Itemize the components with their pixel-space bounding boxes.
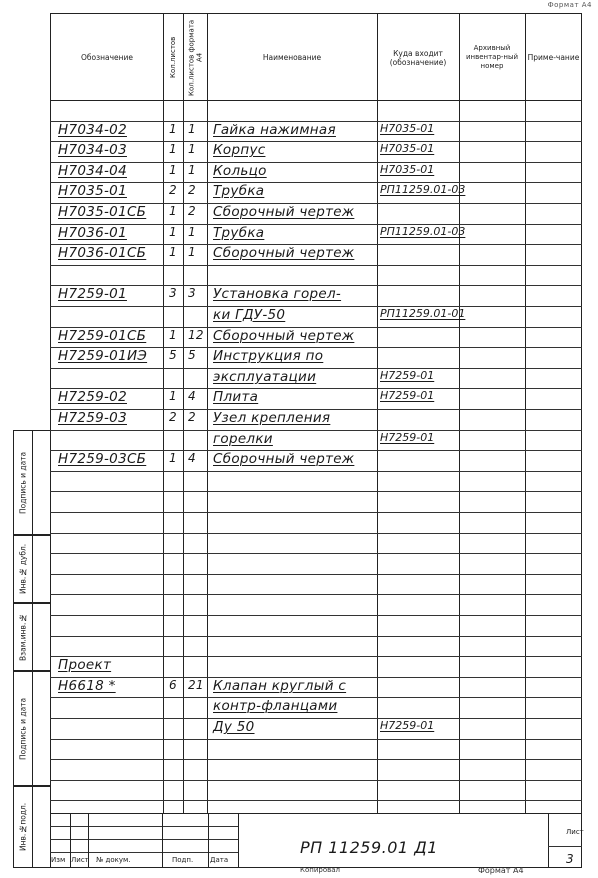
table-row-line: [50, 553, 582, 554]
row-name: ки ГДУ-50: [213, 306, 286, 323]
tb-label-izm: Изм: [51, 856, 66, 864]
row-name: Сборочный чертеж: [213, 327, 355, 344]
row-where-used: Н7259-01: [380, 388, 435, 402]
row-name: Плита: [213, 388, 259, 405]
row-name: Инструкция по: [213, 347, 324, 364]
row-name: Сборочный чертеж: [213, 450, 355, 467]
col-divider: [525, 13, 526, 813]
tb-sheet-number: 3: [566, 852, 574, 866]
row-a4-count: 1: [188, 224, 196, 239]
table-row-line: [50, 306, 582, 307]
header-designation: Обозначение: [80, 53, 134, 62]
row-name: Кольцо: [213, 162, 267, 179]
row-name: Трубка: [213, 182, 265, 199]
row-name: Корпус: [213, 141, 266, 158]
table-row-line: [50, 141, 582, 142]
row-sheet-count: 1: [169, 388, 177, 403]
table-row-line: [50, 265, 582, 266]
table-row-line: [50, 430, 582, 431]
document-code: РП 11259.01 Д1: [300, 838, 438, 857]
row-sheet-count: 6: [169, 677, 177, 692]
row-a4-count: 1: [188, 121, 196, 136]
row-name: Трубка: [213, 224, 265, 241]
row-name: Установка горел-: [213, 285, 342, 302]
title-block-row: [50, 839, 238, 840]
header-where-used: Куда входит (обозначение): [389, 48, 447, 67]
row-designation: Н7259-03: [58, 409, 127, 426]
row-designation: Н7034-03: [58, 141, 127, 158]
row-where-used: Н7259-01: [380, 368, 435, 382]
table-row-line: [50, 615, 582, 616]
tb-label-doc-no: № докум.: [96, 856, 131, 864]
side-label-orig-inv: Инв.№подл.: [18, 802, 28, 852]
title-block-row: [50, 826, 238, 827]
row-name: Клапан круглый с: [213, 677, 347, 694]
row-a4-count: 2: [188, 182, 196, 197]
table-row-line: [50, 574, 582, 575]
copied-label: Копировал: [300, 866, 340, 874]
row-designation: Н7259-03СБ: [58, 450, 147, 467]
title-block-row: [548, 846, 582, 847]
row-name: Сборочный чертеж: [213, 203, 355, 220]
format-label-top: Формат А4: [547, 1, 592, 9]
row-a4-count: 1: [188, 244, 196, 259]
row-sheet-count: 1: [169, 224, 177, 239]
row-where-used: РП11259.01-01: [380, 306, 466, 320]
side-label-sign-date-1: Подпись и дата: [18, 451, 28, 514]
row-designation: Н7259-01: [58, 285, 127, 302]
row-a4-count: 12: [188, 327, 204, 342]
row-name: Гайка нажимная: [213, 121, 336, 138]
row-designation: Н7034-02: [58, 121, 127, 138]
table-row-line: [50, 471, 582, 472]
table-row-line: [50, 182, 582, 183]
row-a4-count: 21: [188, 677, 204, 692]
row-a4-count: 4: [188, 388, 196, 403]
table-row-line: [50, 656, 582, 657]
row-name: Сборочный чертеж: [213, 244, 355, 261]
row-sheet-count: 1: [169, 327, 177, 342]
row-designation: Н7035-01СБ: [58, 203, 147, 220]
col-divider: [207, 13, 208, 813]
table-row-line: [50, 780, 582, 781]
row-where-used: Н7035-01: [380, 162, 435, 176]
row-a4-count: 4: [188, 450, 196, 465]
row-sheet-count: 2: [169, 182, 177, 197]
header-a4-count: Кол.листов формата А4: [187, 19, 204, 96]
row-sheet-count: 1: [169, 244, 177, 259]
row-designation: Н7259-01ИЭ: [58, 347, 148, 364]
row-designation: Проект: [58, 656, 112, 673]
row-a4-count: 2: [188, 409, 196, 424]
side-label-sign-date-2: Подпись и дата: [18, 697, 28, 760]
row-name: эксплуатации: [213, 368, 317, 385]
row-where-used: РП11259.01-03: [380, 182, 466, 196]
row-a4-count: 1: [188, 141, 196, 156]
row-where-used: Н7259-01: [380, 430, 435, 444]
row-sheet-count: 2: [169, 409, 177, 424]
table-row-line: [50, 491, 582, 492]
title-block-divider: [238, 813, 239, 868]
row-designation: Н7035-01: [58, 182, 127, 199]
title-block-row: [50, 852, 238, 853]
side-label-replace-inv: Взам.инв.№: [18, 613, 28, 661]
header-note: Приме-чание: [527, 53, 580, 62]
row-a4-count: 3: [188, 285, 196, 300]
title-block-top: [50, 813, 582, 814]
row-sheet-count: 1: [169, 162, 177, 177]
col-divider: [459, 13, 460, 813]
row-a4-count: 5: [188, 347, 196, 362]
table-row-line: [50, 739, 582, 740]
table-row-line: [50, 512, 582, 513]
col-divider: [377, 13, 378, 813]
header-divider: [50, 100, 582, 101]
row-where-used: Н7259-01: [380, 718, 435, 732]
col-divider: [183, 13, 184, 813]
row-name: Узел крепления: [213, 409, 331, 426]
row-sheet-count: 5: [169, 347, 177, 362]
row-designation: Н7259-01СБ: [58, 327, 147, 344]
row-a4-count: 1: [188, 162, 196, 177]
title-block-divider: [208, 813, 209, 868]
row-where-used: РП11259.01-03: [380, 224, 466, 238]
header-sheet-count: Кол.листов: [169, 36, 177, 79]
row-sheet-count: 1: [169, 121, 177, 136]
tb-label-sign: Подп.: [172, 856, 194, 864]
table-row-line: [50, 718, 582, 719]
table-row-line: [50, 759, 582, 760]
row-designation: Н7259-02: [58, 388, 127, 405]
tb-sheet-label: Лист: [566, 828, 584, 836]
row-a4-count: 2: [188, 203, 196, 218]
format-label-bottom: Формат А4: [478, 866, 524, 875]
header-archive-number: Архивный инвентар-ный номер: [465, 44, 519, 70]
row-sheet-count: 1: [169, 450, 177, 465]
table-row-line: [50, 533, 582, 534]
row-designation: Н7036-01СБ: [58, 244, 147, 261]
row-designation: Н7034-04: [58, 162, 127, 179]
tb-label-list: Лист: [71, 856, 89, 864]
table-row-line: [50, 636, 582, 637]
side-label-dup-inv: Инв.№ дубл.: [18, 543, 28, 595]
row-designation: Н7036-01: [58, 224, 127, 241]
table-row-line: [50, 594, 582, 595]
row-where-used: Н7035-01: [380, 121, 435, 135]
side-divider: [32, 430, 33, 868]
table-row-line: [50, 800, 582, 801]
tb-label-date: Дата: [210, 856, 229, 864]
col-divider: [163, 13, 164, 813]
table-row-line: [50, 224, 582, 225]
row-sheet-count: 1: [169, 203, 177, 218]
row-name: горелки: [213, 430, 273, 447]
row-where-used: Н7035-01: [380, 141, 435, 155]
header-name: Наименование: [262, 53, 322, 62]
table-row-line: [50, 388, 582, 389]
title-block-divider: [162, 813, 163, 868]
row-sheet-count: 3: [169, 285, 177, 300]
row-name: контр-фланцами: [213, 697, 338, 714]
table-row-line: [50, 162, 582, 163]
row-name: Ду 50: [213, 718, 255, 735]
row-designation: Н6618 *: [58, 677, 116, 694]
row-sheet-count: 1: [169, 141, 177, 156]
title-block-divider: [548, 813, 549, 868]
